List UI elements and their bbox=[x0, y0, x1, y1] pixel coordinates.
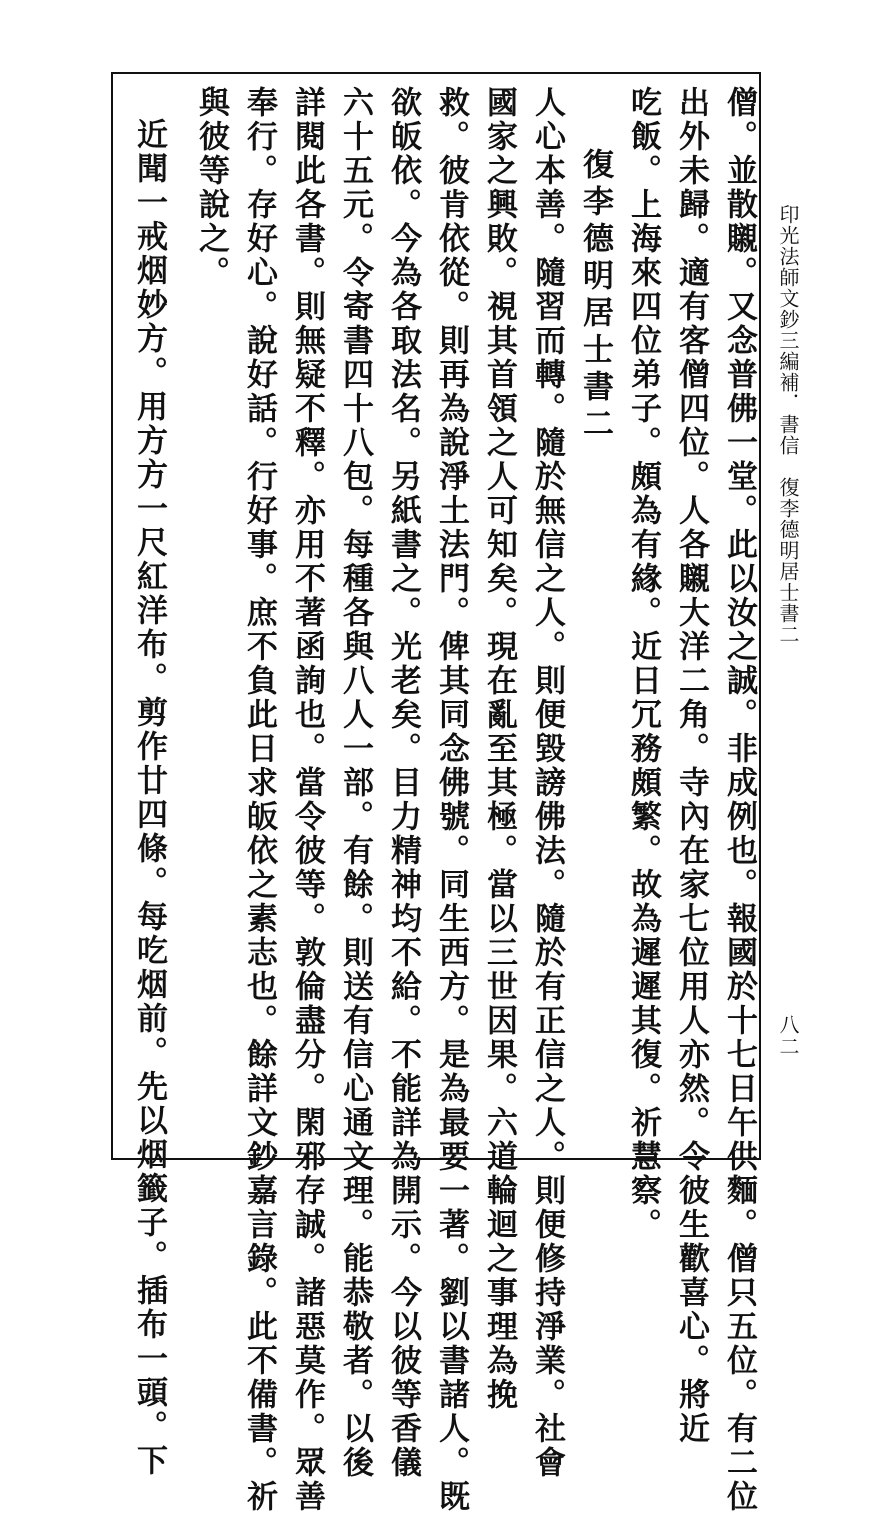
page-number: 八二 bbox=[776, 1014, 800, 1058]
text-line-6: 國家之興敗。視其首領之人可知矣。現在亂至其極。當以三世因果。六道輪迴之事理為挽 bbox=[481, 86, 517, 1412]
text-line-2: 出外未歸。適有客僧四位。人各䞋大洋二角。寺內在家七位用人亦然。令彼生歡喜心。將近 bbox=[673, 86, 709, 1446]
letter-title: 復李德明居士書二 bbox=[577, 148, 613, 444]
text-line-8: 欲皈依。今為各取法名。另紙書之。光老矣。目力精神均不給。不能詳為開示。今以彼等香儀 bbox=[385, 86, 421, 1480]
text-line-10: 詳閱此各書。則無疑不釋。亦用不著函詢也。當令彼等。敦倫盡分。閑邪存誠。諸惡莫作。眾善 bbox=[289, 86, 325, 1514]
running-title: 印光法師文鈔三編補．書信 復李德明居士書二 bbox=[776, 204, 800, 645]
text-line-7: 救。彼肯依從。則再為說淨土法門。俾其同念佛號。同生西方。是為最要一著。劉以書諸人。既 bbox=[433, 86, 469, 1514]
text-line-3: 吃飯。上海來四位弟子。頗為有緣。近日冗務頗繁。故為遲遲其復。祈慧察。 bbox=[625, 86, 661, 1242]
text-line-13: 近聞一戒烟妙方。用方方一尺紅洋布。剪作廿四條。每吃烟前。先以烟籤子。插布一頭。下 bbox=[131, 118, 167, 1478]
text-line-12: 與彼等說之。 bbox=[193, 86, 229, 290]
text-line-5: 人心本善。隨習而轉。隨於無信之人。則便毀謗佛法。隨於有正信之人。則便修持淨業。社會 bbox=[529, 86, 565, 1480]
text-line-9: 六十五元。令寄書四十八包。每種各與八人一部。有餘。則送有信心通文理。能恭敬者。以後 bbox=[337, 86, 373, 1480]
text-line-1: 僧。並散䞋。又念普佛一堂。此以汝之誠。非成例也。報國於十七日午供麵。僧只五位。有二位 bbox=[721, 86, 757, 1514]
text-line-11: 奉行。存好心。說好話。行好事。庶不負此日求皈依之素志也。餘詳文鈔嘉言錄。此不備書。祈 bbox=[241, 86, 277, 1514]
